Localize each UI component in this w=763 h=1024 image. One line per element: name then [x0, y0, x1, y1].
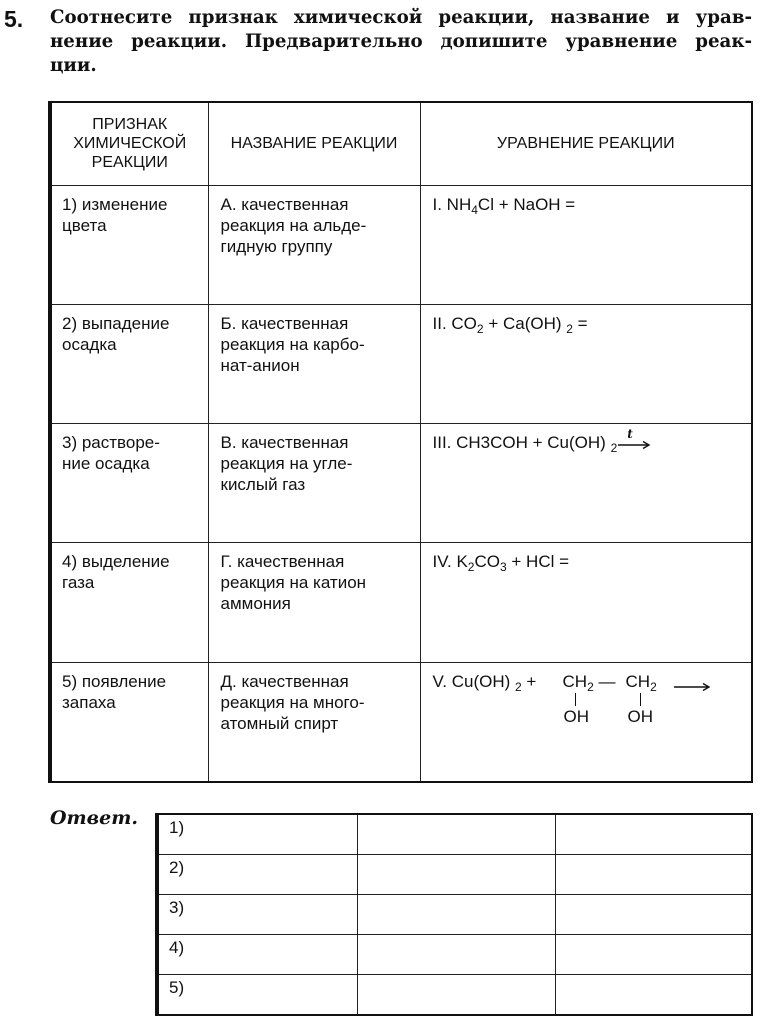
hydroxyl-group-2: OH: [627, 706, 653, 726]
sign-cell: [50, 304, 208, 423]
matching-table: [48, 101, 753, 783]
answer-cell-equation[interactable]: [555, 895, 752, 935]
name-line: реакция на альде-: [220, 215, 367, 235]
header-name: НАЗВАНИЕ РЕАКЦИИ: [208, 102, 420, 185]
table-header-row: [50, 102, 752, 185]
name-line: реакция на карбо-: [220, 334, 365, 354]
sign-cell: [50, 185, 208, 304]
answer-label: Ответ.: [50, 807, 138, 829]
sign-line: 5) появление: [62, 671, 167, 691]
answer-cell-name[interactable]: [357, 855, 555, 895]
equation-cell: [420, 424, 752, 543]
answer-cell-equation[interactable]: [555, 975, 752, 1016]
equation-1: [433, 194, 748, 215]
name-line: А. качественная: [220, 194, 349, 214]
name-cell: [208, 662, 420, 782]
answer-row: [157, 814, 752, 855]
eq-text: =: [572, 313, 588, 333]
hydroxyl-group-1: OH: [563, 706, 589, 726]
sign-line: 3) растворе-: [62, 433, 160, 453]
name-line: гидную группу: [220, 236, 333, 256]
name-line: Б. качественная: [220, 313, 349, 333]
task-number: 5.: [4, 6, 24, 32]
name-line: Г. качественная: [220, 552, 345, 572]
eq-text: Cl + NaOH =: [477, 194, 576, 214]
header-sign-line: ХИМИЧЕСКОЙ: [73, 135, 187, 153]
answer-cell-name[interactable]: [357, 975, 555, 1016]
eq-text: +: [521, 671, 537, 691]
sign-line: 2) выпадение: [62, 313, 170, 333]
name-line: реакция на много-: [220, 692, 365, 712]
name-line: нат-анион: [220, 355, 300, 375]
answer-row-label[interactable]: 3): [157, 895, 357, 935]
sign-line: 1) изменение: [62, 194, 168, 214]
name-line: атомный спирт: [220, 713, 339, 733]
sign-line: цвета: [62, 215, 107, 235]
ch2-group-2: [626, 671, 657, 692]
eq-subscript: 2: [566, 321, 573, 336]
header-sign: [50, 102, 208, 185]
answer-row: [157, 975, 752, 1016]
name-line: реакция на угле-: [220, 454, 353, 474]
name-line: В. качественная: [220, 433, 349, 453]
answer-cell-name[interactable]: [357, 814, 555, 855]
answer-row-label[interactable]: 5): [157, 975, 357, 1016]
name-cell: [208, 304, 420, 423]
equation-cell: [420, 662, 752, 782]
eq-text: CH: [562, 671, 588, 691]
eq-subscript: 2: [587, 679, 594, 694]
answer-table: [155, 813, 753, 1016]
eq-text: + HCl =: [506, 552, 570, 572]
eq-text: II. CO: [432, 313, 477, 333]
header-sign-line: ПРИЗНАК: [92, 116, 168, 134]
answer-row: [157, 935, 752, 975]
answer-row: [157, 855, 752, 895]
name-cell: [208, 543, 420, 662]
eq-subscript: 4: [471, 202, 478, 217]
heat-label: t: [627, 426, 633, 441]
eq-subscript: 2: [650, 679, 657, 694]
eq-text: I. NH: [432, 194, 472, 214]
sign-line: газа: [62, 573, 95, 593]
sign-cell: [50, 424, 208, 543]
eq-subscript: 2: [476, 321, 484, 336]
answer-row: [157, 895, 752, 935]
answer-cell-equation[interactable]: [555, 855, 752, 895]
answer-cell-equation[interactable]: [555, 814, 752, 855]
answer-cell-equation[interactable]: [555, 935, 752, 975]
heating-arrow-icon: [617, 426, 651, 451]
equation-cell: [420, 304, 752, 423]
name-line: реакция на катион: [220, 573, 367, 593]
eq-text: CO: [474, 552, 500, 572]
table-row: [50, 543, 752, 662]
sign-line: ние осадка: [62, 454, 150, 474]
task-line-1: Соотнесите признак химической реакции, название и урав-: [50, 7, 752, 28]
eq-subscript: 2: [515, 679, 522, 694]
carbon-bond: —: [598, 671, 616, 691]
reaction-arrow-icon: [673, 676, 711, 697]
equation-5: [433, 671, 748, 731]
answer-cell-name[interactable]: [357, 895, 555, 935]
equation-4: [432, 551, 748, 575]
answer-row-label[interactable]: 2): [157, 855, 357, 895]
eq-text: V. Cu(OH): [432, 671, 516, 691]
eq-subscript: 3: [499, 560, 507, 575]
answer-row-label[interactable]: 4): [157, 935, 357, 975]
table-row: [50, 424, 752, 543]
header-sign-line: РЕАКЦИИ: [91, 154, 168, 172]
eq-text: + Ca(OH): [483, 313, 567, 333]
task-line-2: нение реакции. Предварительно допишите уравнение реак-: [50, 31, 752, 52]
name-line: аммония: [220, 594, 291, 614]
sign-line: запаха: [62, 692, 116, 712]
table-row: [50, 304, 752, 423]
task-line-3: ции.: [50, 55, 97, 76]
name-cell: [208, 424, 420, 543]
task-statement: [50, 6, 752, 78]
eq-text: III. CH3COH + Cu(OH): [432, 433, 611, 453]
ch2-group-1: [563, 671, 594, 692]
eq-text: CH: [625, 671, 651, 691]
name-line: кислый газ: [220, 475, 306, 495]
name-line: Д. качественная: [220, 671, 349, 691]
table-row: [50, 662, 752, 782]
equation-3: [432, 426, 748, 456]
equation-cell: [420, 543, 752, 662]
eq-subscript: 2: [467, 560, 475, 575]
header-equation: УРАВНЕНИЕ РЕАКЦИИ: [420, 102, 752, 185]
equation-cell: [420, 185, 752, 304]
sign-line: 4) выделение: [62, 552, 170, 572]
name-cell: [208, 185, 420, 304]
sign-cell: [50, 662, 208, 782]
answer-row-label[interactable]: 1): [157, 814, 357, 855]
sign-line: осадка: [62, 334, 117, 354]
equation-2: [433, 313, 748, 334]
sign-cell: [50, 543, 208, 662]
oh-bond-2: [640, 693, 642, 706]
table-row: [50, 185, 752, 304]
oh-bond-1: [575, 693, 577, 706]
eq-text: IV. K: [432, 552, 468, 572]
eq-subscript: 2: [610, 441, 618, 456]
answer-cell-name[interactable]: [357, 935, 555, 975]
